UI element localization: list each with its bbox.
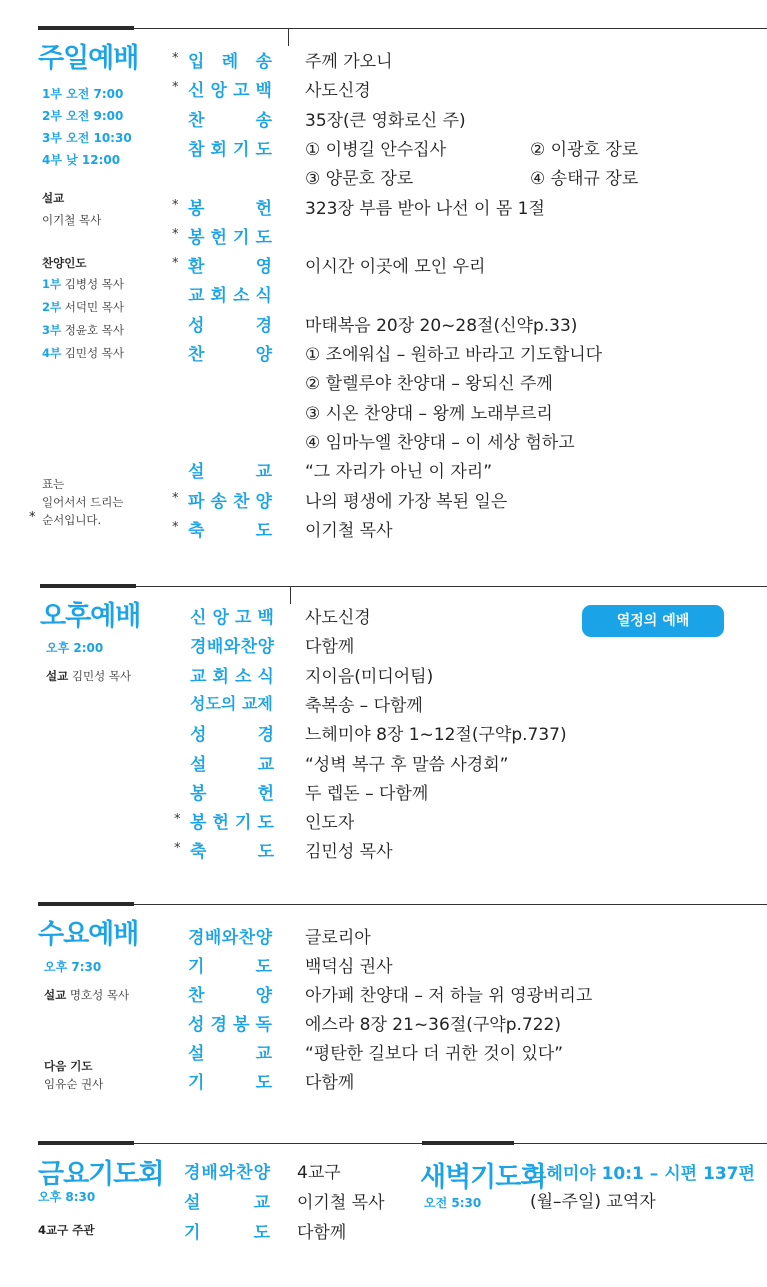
order-value: 느헤미야 8장 1~12절(구약p.737) bbox=[305, 725, 567, 746]
dawn-scripture: 느헤미야 10:1 – 시편 137편 bbox=[530, 1164, 755, 1184]
order-label: 성도의 교제 bbox=[190, 693, 273, 713]
order-value: 사도신경 bbox=[305, 608, 371, 628]
order-value: 에스라 8장 21~36절(구약p.722) bbox=[305, 1014, 561, 1035]
service-time: 3부 오전 10:30 bbox=[42, 131, 132, 145]
asterisk-icon: * bbox=[174, 812, 181, 828]
order-value: ① 조에워십 – 원하고 바라고 기도합니다 bbox=[305, 345, 603, 365]
asterisk-icon: * bbox=[172, 197, 179, 213]
praise-leader: 3부 정윤호 목사 bbox=[42, 323, 124, 337]
sunday-times bbox=[42, 83, 132, 171]
order-value: 주께 가오니 bbox=[305, 52, 393, 72]
order-value: 사도신경 bbox=[305, 81, 371, 102]
asterisk-icon: * bbox=[174, 841, 181, 857]
next-prayer-name: 임유순 권사 bbox=[44, 1077, 104, 1091]
order-label: 찬 양 bbox=[188, 985, 272, 1006]
column-tick bbox=[290, 586, 291, 604]
section-divider bbox=[38, 902, 134, 906]
order-value: 축복송 – 다함께 bbox=[305, 695, 423, 716]
order-label: 신 앙 고 백 bbox=[190, 608, 274, 628]
passion-worship-badge[interactable]: 열정의 예배 bbox=[582, 605, 724, 637]
praise-leader: 2부 서덕민 목사 bbox=[42, 300, 124, 314]
section-divider bbox=[134, 904, 767, 905]
order-value: ④ 임마누엘 찬양대 – 이 세상 험하고 bbox=[305, 432, 575, 453]
friday-host: 4교구 주관 bbox=[38, 1223, 95, 1237]
order-label: 설 교 bbox=[188, 1043, 272, 1064]
order-value: ② 이광호 장로 bbox=[530, 139, 639, 160]
order-label: 봉 헌 bbox=[190, 783, 274, 804]
afternoon-sermon: 설교 김민성 목사 bbox=[46, 669, 132, 683]
order-value: 나의 평생에 가장 복된 일은 bbox=[305, 491, 508, 512]
asterisk-icon: * bbox=[172, 80, 179, 96]
order-label: 설 교 bbox=[190, 754, 274, 775]
asterisk-icon: * bbox=[172, 226, 179, 242]
order-value: ③ 시온 찬양대 – 왕께 노래부르리 bbox=[305, 403, 553, 424]
order-label: 봉 헌 기 도 bbox=[188, 227, 272, 248]
asterisk-icon: * bbox=[172, 51, 179, 66]
order-value: “평탄한 길보다 더 귀한 것이 있다” bbox=[305, 1043, 564, 1064]
order-label: 설 교 bbox=[184, 1193, 270, 1213]
dawn-time: 오전 5:30 bbox=[424, 1196, 482, 1210]
service-time: 4부 낮 12:00 bbox=[42, 153, 121, 167]
order-label: 봉 헌 기 도 bbox=[190, 813, 274, 834]
section-divider bbox=[134, 28, 767, 29]
order-label: 파 송 찬 양 bbox=[188, 491, 272, 512]
order-value: 아가페 찬양대 – 저 하늘 위 영광버리고 bbox=[305, 985, 593, 1006]
section-divider bbox=[136, 586, 767, 587]
order-label: 기 도 bbox=[184, 1223, 270, 1243]
order-value: 이기철 목사 bbox=[305, 520, 393, 541]
order-value: 다함께 bbox=[305, 637, 355, 658]
sunday-title: 주일예배 bbox=[38, 43, 139, 74]
order-label: 성 경 봉 독 bbox=[188, 1014, 272, 1035]
order-value: 백덕심 권사 bbox=[305, 956, 393, 977]
order-label: 찬 송 bbox=[188, 110, 272, 131]
wednesday-title: 수요예배 bbox=[38, 919, 139, 950]
order-label: 신 앙 고 백 bbox=[188, 81, 272, 102]
next-prayer-heading: 다음 기도 bbox=[44, 1059, 93, 1073]
section-divider bbox=[40, 584, 136, 588]
service-time: 2부 오전 9:00 bbox=[42, 109, 124, 123]
friday-title: 금요기도회 bbox=[38, 1159, 164, 1190]
service-time: 1부 오전 7:00 bbox=[42, 87, 124, 101]
order-label: 축 도 bbox=[188, 520, 272, 541]
order-value: 35장(큰 영화로신 주) bbox=[305, 110, 466, 131]
friday-time: 오후 8:30 bbox=[38, 1190, 96, 1204]
order-label: 입 례 송 bbox=[188, 52, 272, 72]
order-value: 마태복음 20장 20~28절(신약p.33) bbox=[305, 315, 578, 336]
dawn-leader: (월–주일) 교역자 bbox=[530, 1192, 656, 1212]
order-value: 글로리아 bbox=[305, 928, 371, 948]
order-value: “그 자리가 아닌 이 자리” bbox=[305, 462, 493, 483]
order-label: 교 회 소 식 bbox=[190, 666, 274, 687]
afternoon-time: 오후 2:00 bbox=[46, 641, 104, 655]
asterisk-icon: * bbox=[172, 519, 179, 535]
praise-leader: 4부 김민성 목사 bbox=[42, 346, 124, 360]
sermon-heading: 설교 bbox=[42, 191, 65, 205]
asterisk-icon: * bbox=[29, 510, 36, 525]
order-value: 이시간 이곳에 모인 우리 bbox=[305, 257, 486, 278]
order-value: “성벽 복구 후 말씀 사경회” bbox=[305, 754, 509, 775]
order-value: ② 할렐루야 찬양대 – 왕되신 주께 bbox=[305, 374, 553, 395]
sermon-speaker: 이기철 목사 bbox=[42, 213, 102, 227]
order-label: 기 도 bbox=[188, 956, 272, 977]
order-value: 323장 부름 받아 나선 이 몸 1절 bbox=[305, 198, 545, 219]
order-label: 환 영 bbox=[188, 257, 272, 278]
standing-note: 표는 일어서서 드리는 순서입니다. bbox=[42, 477, 124, 527]
column-tick bbox=[288, 28, 289, 46]
asterisk-icon: * bbox=[172, 490, 179, 506]
order-label: 봉 헌 bbox=[188, 198, 272, 219]
afternoon-title: 오후예배 bbox=[40, 601, 141, 632]
wednesday-sermon: 설교 명호성 목사 bbox=[44, 988, 130, 1002]
order-value: 이기철 목사 bbox=[297, 1193, 385, 1213]
order-label: 축 도 bbox=[190, 842, 274, 863]
order-value: ③ 양문호 장로 bbox=[305, 169, 414, 190]
order-label: 참 회 기 도 bbox=[188, 139, 272, 160]
section-divider bbox=[38, 26, 134, 30]
order-value: 4교구 bbox=[297, 1163, 341, 1183]
order-label: 경 배 와 찬 양 bbox=[190, 637, 274, 658]
section-divider bbox=[38, 1141, 134, 1145]
order-label: 경 배 와 찬 양 bbox=[188, 928, 272, 948]
order-label: 경 배 와 찬 양 bbox=[184, 1163, 270, 1183]
praise-leader: 1부 김병성 목사 bbox=[42, 277, 124, 291]
order-value: 다함께 bbox=[297, 1223, 347, 1243]
order-label: 기 도 bbox=[188, 1072, 272, 1093]
order-value: ④ 송태규 장로 bbox=[530, 169, 639, 190]
praise-heading: 찬양인도 bbox=[42, 256, 87, 270]
section-divider bbox=[422, 1141, 514, 1145]
order-label: 성 경 bbox=[188, 315, 272, 336]
order-label: 찬 양 bbox=[188, 345, 272, 365]
order-value: 김민성 목사 bbox=[305, 842, 393, 863]
order-label: 설 교 bbox=[188, 462, 272, 483]
order-value: 지이음(미디어팀) bbox=[305, 666, 434, 687]
order-label: 교 회 소 식 bbox=[188, 286, 272, 307]
order-value: 인도자 bbox=[305, 813, 355, 834]
order-value: 두 렙돈 – 다함께 bbox=[305, 783, 429, 804]
asterisk-icon: * bbox=[172, 256, 179, 272]
dawn-title: 새벽기도회 bbox=[420, 1162, 546, 1193]
order-value: 다함께 bbox=[305, 1072, 355, 1093]
order-label: 성 경 bbox=[190, 725, 274, 746]
order-value: ① 이병길 안수집사 bbox=[305, 139, 447, 160]
wednesday-time: 오후 7:30 bbox=[44, 960, 102, 974]
